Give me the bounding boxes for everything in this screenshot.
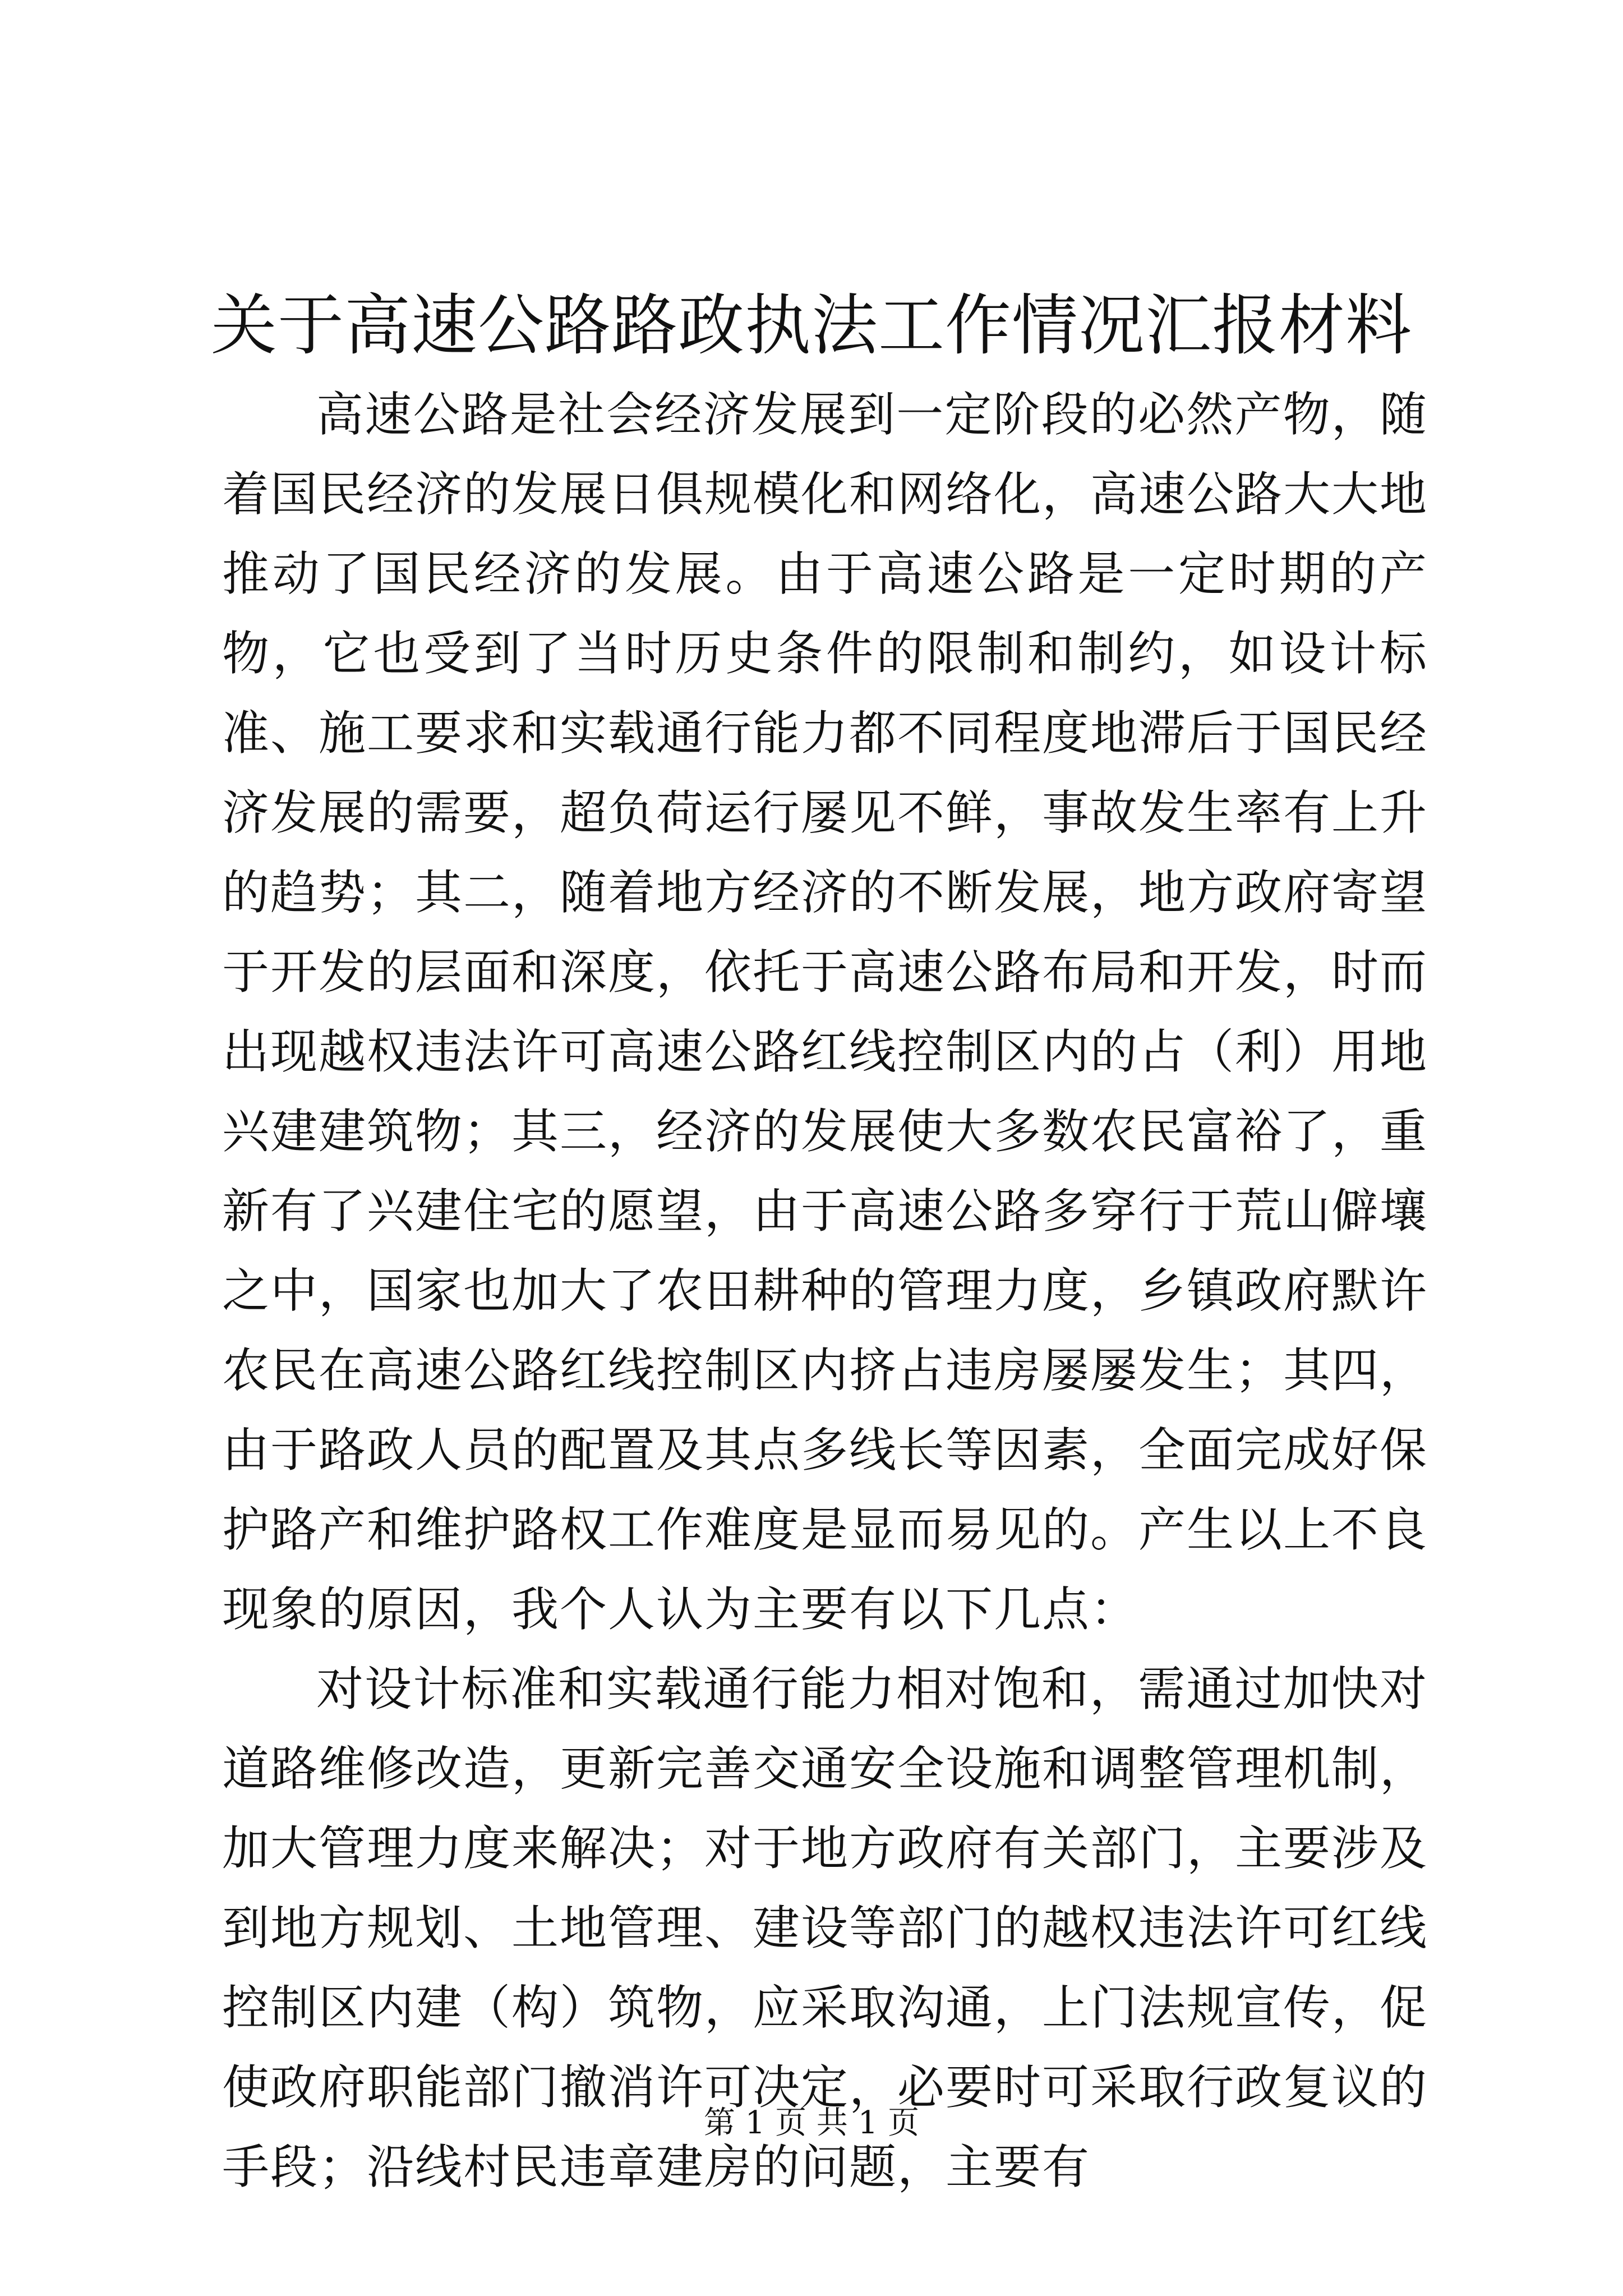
paragraph-2: 对设计标准和实载通行能力相对饱和，需通过加快对道路维修改造，更新完善交通安全设施和调整管理机制，加大管理力度来解决；对于地方政府有关部门，主要涉及到地方规划、土地管理、建设等部门的越权违法许可红线控制区内建（构）筑物，应采取沟通，上门法规宣传，促使政府职能部门撤消许可决定，必要时可采取行政复议的手段；沿线村民违章建房的问题，主要有 — [222, 1662, 1428, 2194]
page-number-footer: 第 1 页 共 1 页 — [703, 2105, 920, 2141]
paragraph-1: 高速公路是社会经济发展到一定阶段的必然产物，随着国民经济的发展日俱规模化和网络化，高速公路大大地推动了国民经济的发展。由于高速公路是一定时期的产物，它也受到了当时历史条件的限制和制约，如设计标准、施工要求和实载通行能力都不同程度地滞后于国民经济发展的需要，超负荷运行屡见不鲜，事故发生率有上升的趋势；其二，随着地方经济的不断发展，地方政府寄望于开发的层面和深度，依托于高速公路布局和开发，时而出现越权违法许可高速公路红线控制区内的占（利）用地兴建建筑物；其三，经济的发展使大多数农民富裕了，重新有了兴建住宅的愿望，由于高速公路多穿行于荒山僻壤之中，国家也加大了农田耕种的管理力度，乡镇政府默许农民在高速公路红线控制区内挤占违房屡屡发生；其四，由于路政人员的配置及其点多线长等因素，全面完成好保护路产和维护路权工作难度是显而易见的。产生以上不良现象的原因，我个人认为主要有以下几点： — [222, 387, 1428, 1637]
document-body — [222, 375, 1428, 2207]
document-title: 关于高速公路路政执法工作情况汇报材料 — [210, 287, 1412, 364]
